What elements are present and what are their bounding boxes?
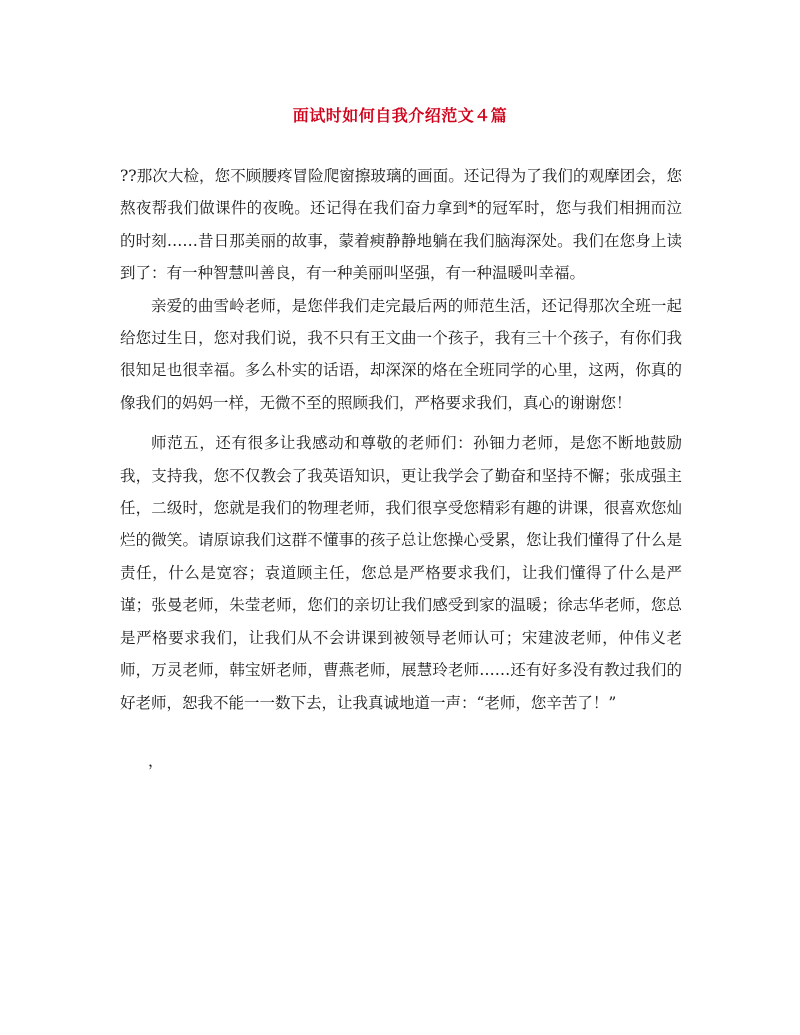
paragraph-1: ??那次大检，您不顾腰疼冒险爬窗擦玻璃的画面。还记得为了我们的观摩团会，您熬夜帮我们做课件的夜晚。还记得在我们奋力拿到*的冠军时，您与我们相拥而泣的时刻……昔日那美丽的故事，蒙着瘐静静地躺在我们脑海深处。我们在您身上读到了：有一种智慧叫善良，有一种美丽叫坚强，有一种温暖叫幸福。 (120, 167, 682, 283)
paragraph-3: 师范五，还有很多让我感动和尊敬的老师们：孙钿力老师，是您不断地鼓励我，支持我，您不仅教会了我英语知识，更让我学会了勤奋和坚持不懈；张成强主任，二级时，您就是我们的物理老师，我们很享受您精彩有趣的讲课，很喜欢您灿烂的微笑。请原谅我们这群不懂事的孩子总让您操心受累，您让我们懂得了什么是责任，什么是宽容；袁道顾主任，您总是严格要求我们，让我们懂得了什么是严谨；张曼老师，朱莹老师，您们的亲切让我们感受到家的温暖；徐志华老师，您总是严格要求我们，让我们从不会讲课到被领导老师认可；宋建波老师，仲伟义老师，万灵老师，韩宝妍老师，曹燕老师，展慧玲老师……还有好多没有教过我们的好老师，恕我不能一一数下去，让我真诚地道一声：“老师，您辛苦了！” (120, 434, 682, 712)
trailing-comma: ， (148, 752, 164, 770)
document-body (120, 160, 682, 719)
paragraph-2: 亲爱的曲雪岭老师，是您伴我们走完最后两的师范生活，还记得那次全班一起给您过生日，您对我们说，我不只有王文曲一个孩子，我有三十个孩子，有你们我很知足也很幸福。多么朴实的话语，却深深的烙在全班同学的心里，这两，你真的像我们的妈妈一样，无微不至的照顾我们，严格要求我们，真心的谢谢您！ (120, 296, 682, 412)
document-title: 面试时如何自我介绍范文４篇 (292, 106, 508, 125)
